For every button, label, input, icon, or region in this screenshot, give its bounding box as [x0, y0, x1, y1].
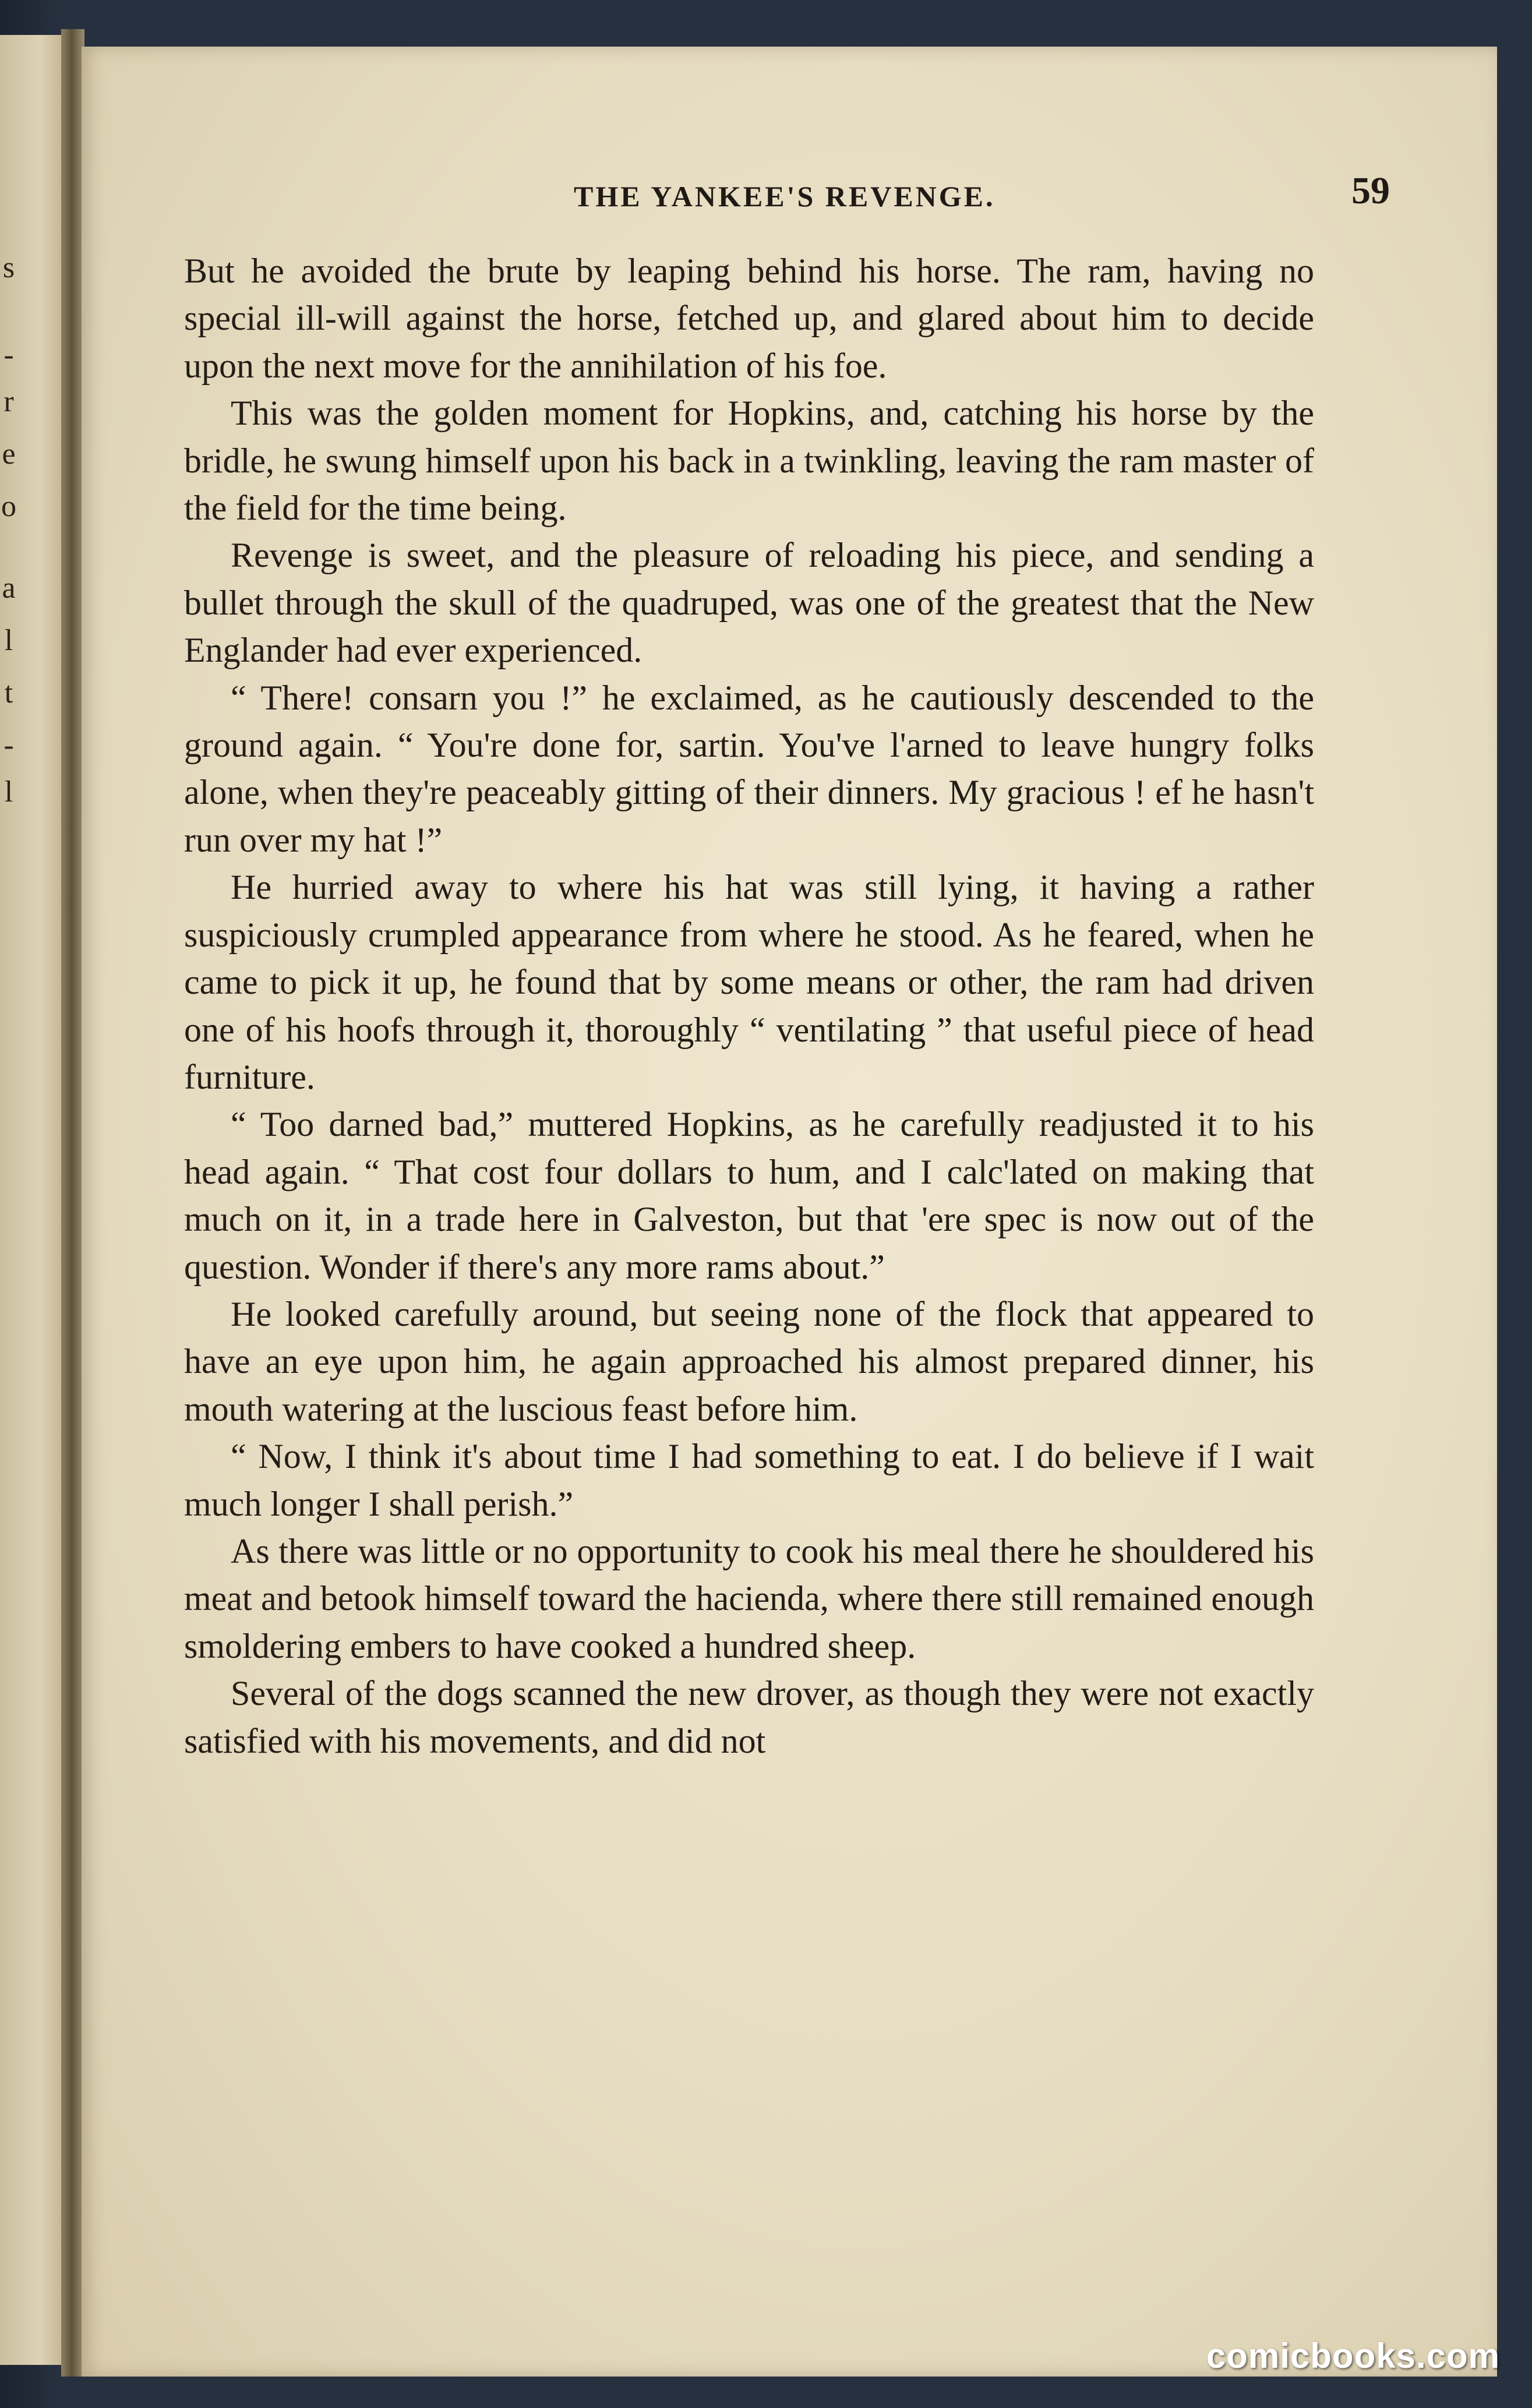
body-text: [184, 248, 1314, 1765]
paragraph: As there was little or no opportunity to cook his meal there he shouldered his meat and betook himself toward the hacienda, where there still remained enough smoldering embers to have cooked a hundred sheep.: [184, 1531, 1314, 1665]
previous-page-fragment: a: [2, 571, 16, 605]
previous-page-fragment: l: [4, 775, 13, 808]
previous-page-fragment: -: [3, 729, 14, 762]
previous-page-fragment: e: [2, 437, 16, 471]
paragraph: But he avoided the brute by leaping behind his horse. The ram, having no special ill-will against the horse, fetched up, and glared about him to decide upon the next move for the annihilation of his foe.: [184, 252, 1314, 385]
page-number: 59: [1351, 170, 1390, 212]
previous-page-fragment: s: [2, 251, 15, 284]
previous-page-fragment: -: [3, 338, 14, 372]
paragraph: “ Too darned bad,” muttered Hopkins, as he carefully readjusted it to his head again. “ That cost four dollars to hum, and I calc'lated on making that much on it, in a trade here in Galveston, but that 'ere spec is now out of the question. Wonder if there's any more rams about.”: [184, 1105, 1314, 1286]
previous-page-fragment: o: [1, 490, 16, 523]
paragraph: He hurried away to where his hat was still lying, it having a rather suspiciously crumpled appearance from where he stood. As he feared, when he came to pick it up, he found that by some means or other, the ram had driven one of his hoofs through it, thoroughly “ ventilating ” that useful piece of head furniture.: [184, 868, 1314, 1096]
previous-page-fragment: t: [4, 676, 13, 709]
previous-page-fragment: r: [3, 385, 14, 418]
paragraph: “ There! consarn you !” he exclaimed, as he cautiously descended to the ground again. “ You're done for, sartin. You've l'arned to leave hungry folks alone, when they're peaceably gitting of their dinners. My gracious ! ef he hasn't run over my hat !”: [184, 678, 1314, 859]
running-head-title: THE YANKEE'S REVENGE.: [574, 180, 996, 213]
paragraph: This was the golden moment for Hopkins, and, catching his horse by the bridle, he swung himself upon his back in a twinkling, leaving the ram master of the field for the time being.: [184, 394, 1314, 528]
watermark: comicbooks.com: [1206, 2336, 1500, 2375]
paragraph: Several of the dogs scanned the new drover, as though they were not exactly satisfied with his movements, and did not: [184, 1674, 1314, 1760]
previous-page-fragment: l: [4, 624, 13, 657]
paragraph: He looked carefully around, but seeing none of the flock that appeared to have an eye upon him, he again approached his almost prepared dinner, his mouth watering at the luscious feast before him.: [184, 1294, 1314, 1428]
paragraph: “ Now, I think it's about time I had something to eat. I do believe if I wait much longer I shall perish.”: [184, 1437, 1314, 1523]
paragraph: Revenge is sweet, and the pleasure of reloading his piece, and sending a bullet through the skull of the quadruped, was one of the greatest that the New Englander had ever experienced.: [184, 536, 1314, 670]
running-head: [82, 169, 1497, 216]
binding-gutter: [61, 29, 84, 2377]
